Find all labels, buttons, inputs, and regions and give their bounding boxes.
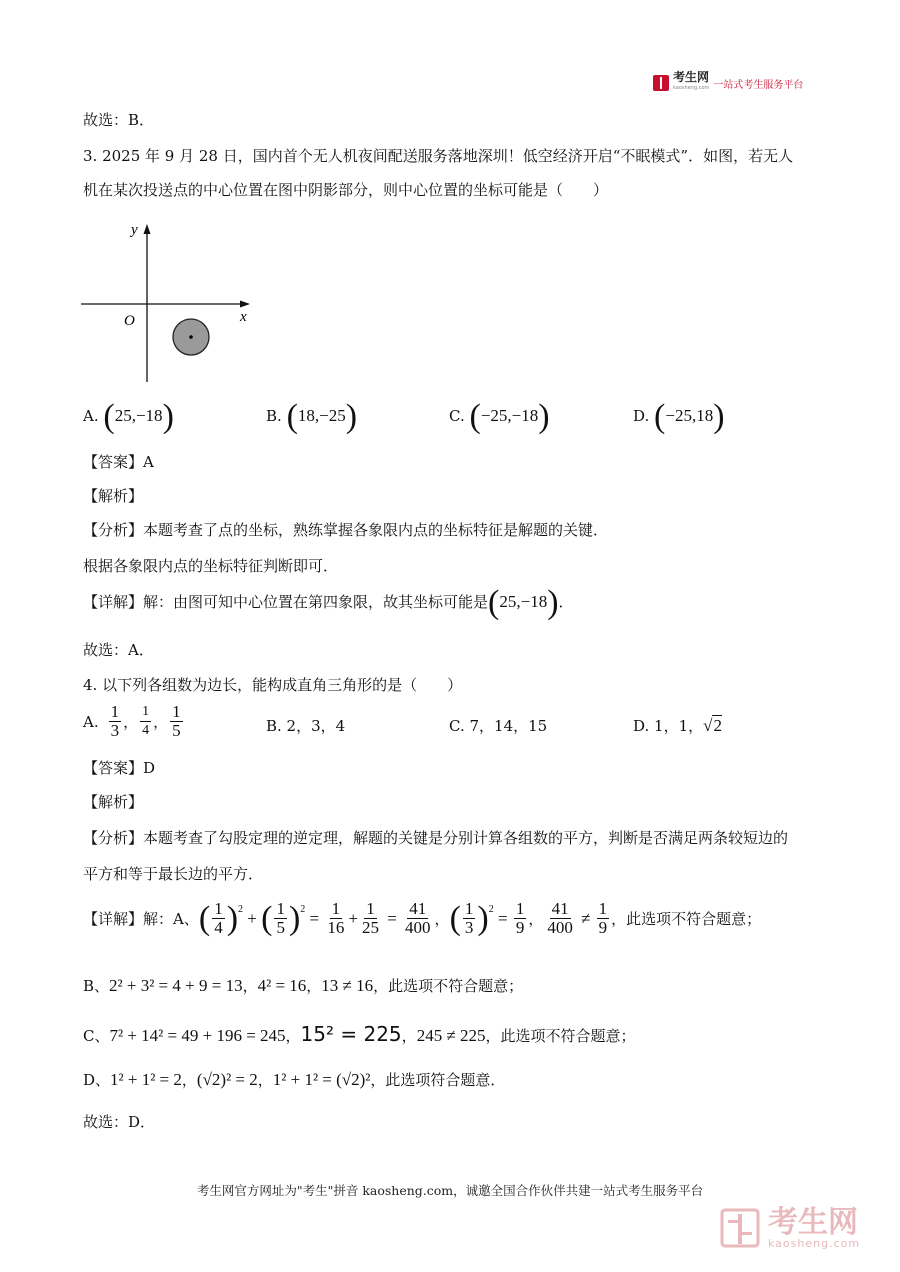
logo-icon bbox=[653, 75, 669, 91]
q4-detail-c: C、7² + 14² = 49 + 196 = 245，15² = 225，245 ≠ 225，此选项不符合题意； bbox=[83, 1022, 636, 1046]
q4-detail-b: B、2² + 3² = 4 + 9 = 13，4² = 16，13 ≠ 16，此选项不符合题意； bbox=[83, 976, 524, 995]
y-axis-arrow-icon bbox=[144, 224, 151, 234]
q4-conclusion: 故选：D． bbox=[83, 1113, 156, 1131]
x-axis-arrow-icon bbox=[240, 301, 250, 308]
watermark-name: 考生网 bbox=[768, 1204, 858, 1240]
header-logo bbox=[653, 72, 803, 94]
watermark-logo-icon bbox=[720, 1206, 760, 1250]
q3-coordinate-figure bbox=[78, 220, 258, 390]
watermark-domain: kaosheng.com bbox=[768, 1236, 861, 1250]
q3-option-b: B. (18,−25) bbox=[266, 398, 358, 436]
q3-conclusion: 故选：A． bbox=[83, 641, 154, 659]
logo-domain: kaosheng.com bbox=[673, 85, 710, 91]
center-point bbox=[189, 335, 193, 339]
page-footer: 考生网官方网址为"考生"拼音 kaosheng.com，诚邀全国合作伙伴共建一站式考生服务平台 bbox=[196, 1183, 704, 1198]
q3-option-d: D. (−25,18) bbox=[633, 398, 725, 436]
q3-answer: 【答案】A bbox=[83, 453, 154, 471]
q4-answer: 【答案】D bbox=[83, 759, 156, 777]
q4-analysis-tag: 【解析】 bbox=[83, 793, 144, 811]
x-label: x bbox=[240, 309, 247, 325]
q3-detail: 【详解】解：由图可知中心位置在第四象限，故其坐标可能是(25,−18)． bbox=[83, 584, 574, 622]
frac-1-3: $\frac{1}{3}$ bbox=[110, 702, 120, 740]
q4-stem: 4. 以下列各组数为边长，能构成直角三角形的是（ ） bbox=[83, 676, 463, 694]
logo-name: 考生网 bbox=[673, 70, 710, 84]
q2-conclusion: 故选：B． bbox=[83, 111, 155, 129]
q4-detail-d: D、1² + 1² = 2，(√2)² = 2，1² + 1² = (√2)²，此选项符合题意． bbox=[83, 1070, 506, 1089]
q4-option-a: A. $\frac{1}{3}$ ， $\frac{1}{4}$ ， $\frac{1}{5}$ bbox=[83, 702, 181, 740]
q4-option-c: C. 7，14，15 bbox=[449, 717, 548, 735]
q3-fenxi-2: 根据各象限内点的坐标特征判断即可． bbox=[83, 557, 339, 575]
q3-analysis-tag: 【解析】 bbox=[83, 487, 144, 505]
origin-label: O bbox=[124, 313, 135, 329]
frac-1-5: $\frac{1}{5}$ bbox=[172, 702, 181, 740]
q3-option-c: C. (−25,−18) bbox=[449, 398, 550, 436]
watermark bbox=[720, 1206, 860, 1250]
y-label: y bbox=[131, 222, 138, 238]
logo-slogan: 一站式考生服务平台 bbox=[713, 79, 804, 91]
q4-option-d: D. 1，1，√2 bbox=[633, 716, 722, 735]
q4-detail-a: 【详解】 解：A、 ( $\frac{1}{4}$ ) $^2$ + ( $\frac{1}{5}$ ) $^2$ = $\frac{1}{16}$ + $\frac{1}{25}$ = $\frac{41}{400}$ ， ( $\frac{1}{3}$ ) $^2$ = $\frac{1}{9}$ ， $\frac{41}{400}$ ≠ $\frac{1}{9}$ ，此选项不符合题意； bbox=[83, 899, 762, 937]
q3-option-a: A. (25,−18) bbox=[83, 398, 174, 436]
q4-fenxi-line1: 【分析】本题考查了勾股定理的逆定理，解题的关键是分别计算各组数的平方，判断是否满足两条较短边的 bbox=[83, 829, 789, 847]
q4-option-b: B. 2，3，4 bbox=[266, 717, 346, 735]
q3-stem-line1: 3. 2025 年 9 月 28 日，国内首个无人机夜间配送服务落地深圳！低空经济开启“不眠模式”．如图，若无人 bbox=[83, 147, 794, 165]
frac-1-4: $\frac{1}{4}$ bbox=[142, 704, 150, 738]
q3-stem-line2: 机在某次投送点的中心位置在图中阴影部分，则中心位置的坐标可能是（ ） bbox=[83, 181, 609, 199]
q3-fenxi: 【分析】本题考查了点的坐标，熟练掌握各象限内点的坐标特征是解题的关键． bbox=[83, 521, 609, 539]
q4-fenxi-line2: 平方和等于最长边的平方． bbox=[83, 865, 264, 883]
